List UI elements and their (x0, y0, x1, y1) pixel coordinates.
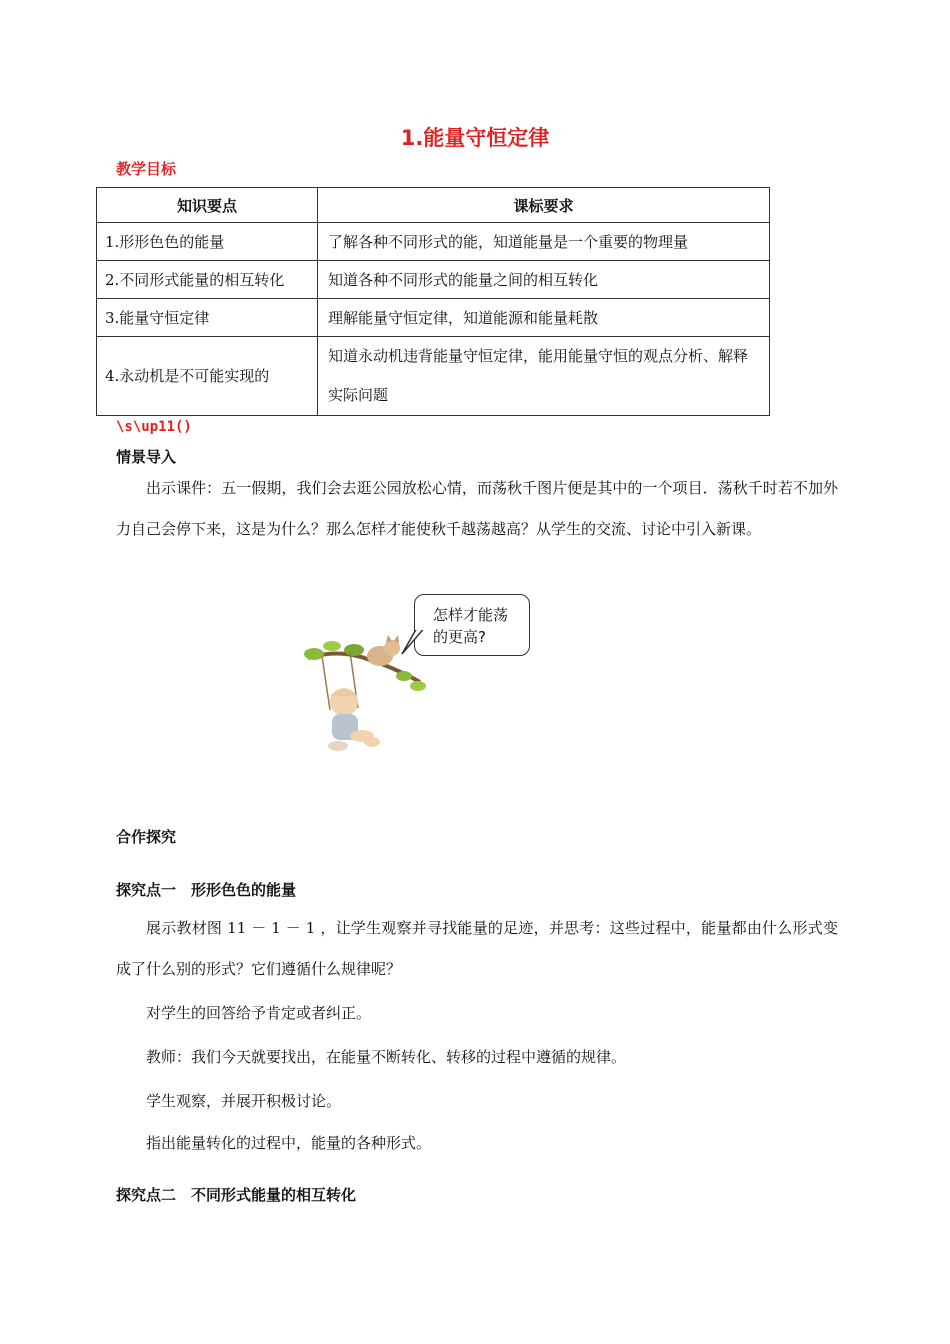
swing-child-illustration (300, 630, 440, 775)
scene-intro-heading: 情景导入 (116, 448, 177, 466)
table-cell-point: 1.形形色色的能量 (97, 223, 318, 261)
table-cell-requirement: 知道各种不同形式的能量之间的相互转化 (318, 261, 770, 299)
table-cell-requirement: 知道永动机违背能量守恒定律，能用能量守恒的观点分析、解释实际问题 (318, 337, 770, 416)
teaching-goals-heading: 教学目标 (116, 160, 177, 178)
table-row (97, 337, 770, 416)
field-code-text: \s\up11() (116, 419, 192, 435)
point1-line: 指出能量转化的过程中，能量的各种形式。 (146, 1134, 432, 1152)
speech-bubble-line: 怎样才能荡 (433, 606, 509, 624)
document-title: 1.能量守恒定律 (400, 126, 550, 150)
header-curriculum-requirements: 课标要求 (318, 188, 770, 223)
table-cell-point: 3.能量守恒定律 (97, 299, 318, 337)
point1-heading: 探究点一 形形色色的能量 (116, 881, 297, 899)
cooperation-heading: 合作探究 (116, 828, 177, 846)
table-row (97, 223, 770, 261)
table-row (97, 299, 770, 337)
table-cell-requirement: 了解各种不同形式的能，知道能量是一个重要的物理量 (318, 223, 770, 261)
point1-line: 学生观察，并展开积极讨论。 (146, 1092, 342, 1110)
table-cell-point: 2.不同形式能量的相互转化 (97, 261, 318, 299)
point1-line: 对学生的回答给予肯定或者纠正。 (146, 1004, 372, 1022)
table-header-row (97, 188, 770, 223)
scene-intro-paragraph: 出示课件：五一假期，我们会去逛公园放松心情，而荡秋千图片便是其中的一个项目．荡秋千时若不加外力自己会停下来，这是为什么？那么怎样才能使秋千越荡越高？从学生的交流、讨论中引入新课。 (116, 479, 838, 538)
header-knowledge-points: 知识要点 (97, 188, 318, 223)
table-cell-requirement: 理解能量守恒定律，知道能源和能量耗散 (318, 299, 770, 337)
speech-bubble-line: 的更高? (433, 628, 486, 646)
table-cell-point: 4.永动机是不可能实现的 (97, 337, 318, 416)
goals-table (96, 187, 770, 416)
point2-heading: 探究点二 不同形式能量的相互转化 (116, 1186, 357, 1204)
table-row (97, 261, 770, 299)
point1-paragraph: 展示教材图 11 － 1 － 1 ，让学生观察并寻找能量的足迹，并思考：这些过程中，能量都由什么形式变成了什么别的形式？它们遵循什么规律呢？ (116, 919, 838, 978)
point1-line: 教师：我们今天就要找出，在能量不断转化、转移的过程中遵循的规律。 (146, 1048, 627, 1066)
